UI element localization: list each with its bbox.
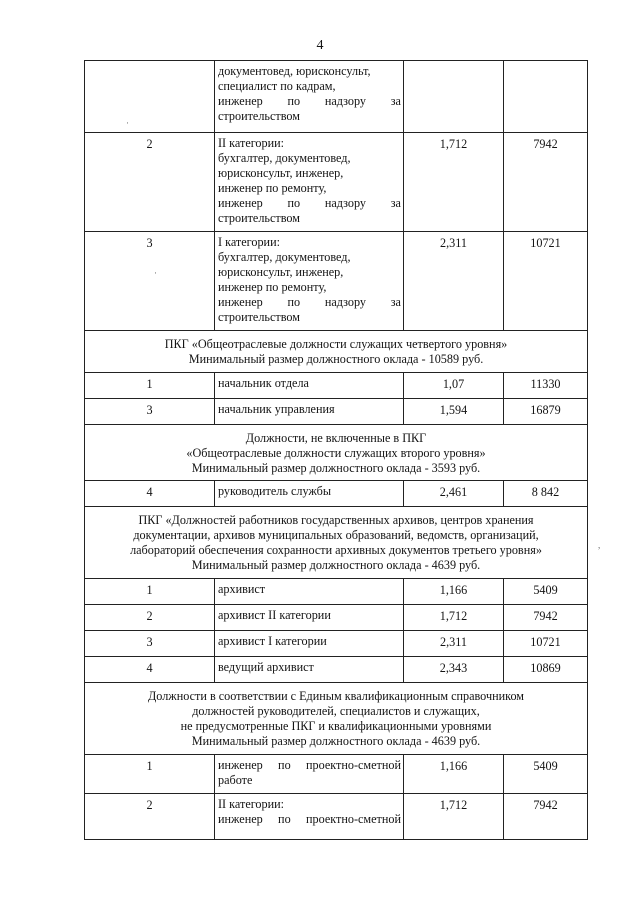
- table-row: [85, 631, 588, 657]
- group-header-line: Минимальный размер должностного оклада - 4639 руб.: [191, 558, 481, 572]
- position-line: начальник управления: [218, 402, 335, 416]
- position-cell: [215, 232, 404, 331]
- position-word: по: [287, 94, 301, 108]
- salary-cell: 10721: [504, 232, 588, 331]
- group-header-line: ПКГ «Общеотраслевые должности служащих четвертого уровня»: [164, 337, 508, 351]
- position-line: руководитель службы: [218, 484, 332, 498]
- position-line: [218, 758, 401, 773]
- level-number-cell: 1: [85, 579, 215, 605]
- scan-mark: ,: [598, 540, 601, 550]
- table-row: [85, 373, 588, 399]
- position-cell: [215, 399, 404, 425]
- position-line: [218, 295, 401, 310]
- coefficient-cell: [404, 61, 504, 133]
- position-line: инженер по ремонту,: [218, 181, 327, 195]
- table-row: [85, 133, 588, 232]
- coefficient-cell: 2,461: [404, 481, 504, 507]
- level-number-cell: [85, 61, 215, 133]
- position-cell: [215, 481, 404, 507]
- position-word: инженер: [218, 196, 263, 210]
- level-number-cell: 2: [85, 605, 215, 631]
- table-row: [85, 794, 588, 840]
- position-cell: [215, 133, 404, 232]
- position-cell: [215, 657, 404, 683]
- salary-cell: 7942: [504, 794, 588, 840]
- salary-cell: 11330: [504, 373, 588, 399]
- scan-mark: ·: [126, 118, 129, 128]
- group-header-line: документации, архивов муниципальных образований, ведомств, организаций,: [133, 528, 539, 542]
- position-line: I категории:: [218, 235, 280, 249]
- position-word: по: [287, 196, 301, 210]
- salary-cell: 5409: [504, 755, 588, 794]
- position-line: начальник отдела: [218, 376, 309, 390]
- coefficient-cell: 1,712: [404, 605, 504, 631]
- salary-cell: 5409: [504, 579, 588, 605]
- table-row: [85, 755, 588, 794]
- position-line: архивист: [218, 582, 266, 596]
- position-word: за: [390, 94, 401, 108]
- table-row: [85, 61, 588, 133]
- position-word: по: [278, 758, 291, 772]
- level-number-cell: 1: [85, 755, 215, 794]
- group-header-line: лабораторий обеспечения сохранности архивных документов третьего уровня»: [130, 543, 542, 557]
- coefficient-cell: 2,343: [404, 657, 504, 683]
- scan-mark: ·: [154, 268, 157, 278]
- position-word: по: [278, 812, 291, 826]
- position-line: II категории:: [218, 136, 285, 150]
- position-word: надзору: [324, 295, 366, 309]
- position-word: проектно-сметной: [305, 758, 401, 772]
- group-header-line: должностей руководителей, специалистов и служащих,: [192, 704, 480, 718]
- position-line: архивист II категории: [218, 608, 331, 622]
- level-number-cell: 3: [85, 631, 215, 657]
- position-word: надзору: [324, 94, 366, 108]
- position-word: за: [390, 295, 401, 309]
- position-cell: [215, 794, 404, 840]
- group-header-row: [85, 425, 588, 481]
- table-row: [85, 232, 588, 331]
- position-cell: [215, 605, 404, 631]
- position-line: инженер по ремонту,: [218, 280, 327, 294]
- group-header-line: ПКГ «Должностей работников государственных архивов, центров хранения: [138, 513, 534, 527]
- position-line: [218, 196, 401, 211]
- position-line: юрисконсульт, инженер,: [218, 166, 344, 180]
- position-line: [218, 94, 401, 109]
- position-word: по: [287, 295, 301, 309]
- page-number: 4: [316, 38, 324, 53]
- position-line: строительством: [218, 211, 300, 225]
- position-word: инженер: [218, 758, 263, 772]
- position-line: [218, 812, 401, 827]
- salary-cell: 10721: [504, 631, 588, 657]
- level-number-cell: 1: [85, 373, 215, 399]
- salary-table: [84, 60, 588, 840]
- table-row: [85, 579, 588, 605]
- group-header-line: Должности в соответствии с Единым квалификационным справочником: [147, 689, 525, 703]
- group-header-row: [85, 331, 588, 373]
- position-word: проектно-сметной: [305, 812, 401, 826]
- coefficient-cell: 1,712: [404, 794, 504, 840]
- level-number-cell: 3: [85, 399, 215, 425]
- position-line: ведущий архивист: [218, 660, 314, 674]
- position-word: инженер: [218, 295, 263, 309]
- position-line: документовед, юрисконсульт,: [218, 64, 371, 78]
- salary-cell: 8 842: [504, 481, 588, 507]
- table-row: [85, 657, 588, 683]
- position-line: юрисконсульт, инженер,: [218, 265, 344, 279]
- coefficient-cell: 1,166: [404, 755, 504, 794]
- coefficient-cell: 2,311: [404, 232, 504, 331]
- group-header-row: [85, 507, 588, 579]
- position-cell: [215, 61, 404, 133]
- position-word: инженер: [218, 94, 263, 108]
- position-cell: [215, 373, 404, 399]
- coefficient-cell: 1,07: [404, 373, 504, 399]
- group-header-line: Минимальный размер должностного оклада - 10589 руб.: [188, 352, 484, 366]
- coefficient-cell: 1,166: [404, 579, 504, 605]
- position-cell: [215, 579, 404, 605]
- group-header-row: [85, 683, 588, 755]
- coefficient-cell: 2,311: [404, 631, 504, 657]
- group-header: [85, 683, 588, 755]
- group-header: [85, 507, 588, 579]
- level-number-cell: 2: [85, 133, 215, 232]
- position-line: строительством: [218, 310, 300, 324]
- position-cell: [215, 631, 404, 657]
- salary-cell: 16879: [504, 399, 588, 425]
- group-header-line: не предусмотренные ПКГ и квалификационными уровнями: [180, 719, 492, 733]
- group-header-line: Минимальный размер должностного оклада - 3593 руб.: [191, 460, 481, 475]
- group-header-line: Минимальный размер должностного оклада - 4639 руб.: [191, 734, 481, 748]
- level-number-cell: 2: [85, 794, 215, 840]
- salary-cell: 7942: [504, 133, 588, 232]
- salary-cell: [504, 61, 588, 133]
- position-word: надзору: [324, 196, 366, 210]
- group-header: [85, 331, 588, 373]
- position-line: работе: [218, 773, 253, 787]
- group-header-line: Должности, не включенные в ПКГ: [245, 430, 427, 445]
- level-number-cell: 4: [85, 657, 215, 683]
- position-line: бухгалтер, документовед,: [218, 250, 351, 264]
- salary-table-body: [85, 61, 588, 840]
- table-row: [85, 481, 588, 507]
- position-line: специалист по кадрам,: [218, 79, 336, 93]
- salary-cell: 7942: [504, 605, 588, 631]
- level-number-cell: 3: [85, 232, 215, 331]
- level-number-cell: 4: [85, 481, 215, 507]
- position-cell: [215, 755, 404, 794]
- position-word: инженер: [218, 812, 263, 826]
- position-line: строительством: [218, 109, 300, 123]
- position-line: II категории:: [218, 797, 285, 811]
- group-header: [85, 425, 588, 481]
- position-line: бухгалтер, документовед,: [218, 151, 351, 165]
- table-row: [85, 605, 588, 631]
- table-row: [85, 399, 588, 425]
- salary-cell: 10869: [504, 657, 588, 683]
- position-line: архивист I категории: [218, 634, 327, 648]
- group-header-line: «Общеотраслевые должности служащих второго уровня»: [186, 445, 486, 460]
- position-word: за: [390, 196, 401, 210]
- coefficient-cell: 1,594: [404, 399, 504, 425]
- coefficient-cell: 1,712: [404, 133, 504, 232]
